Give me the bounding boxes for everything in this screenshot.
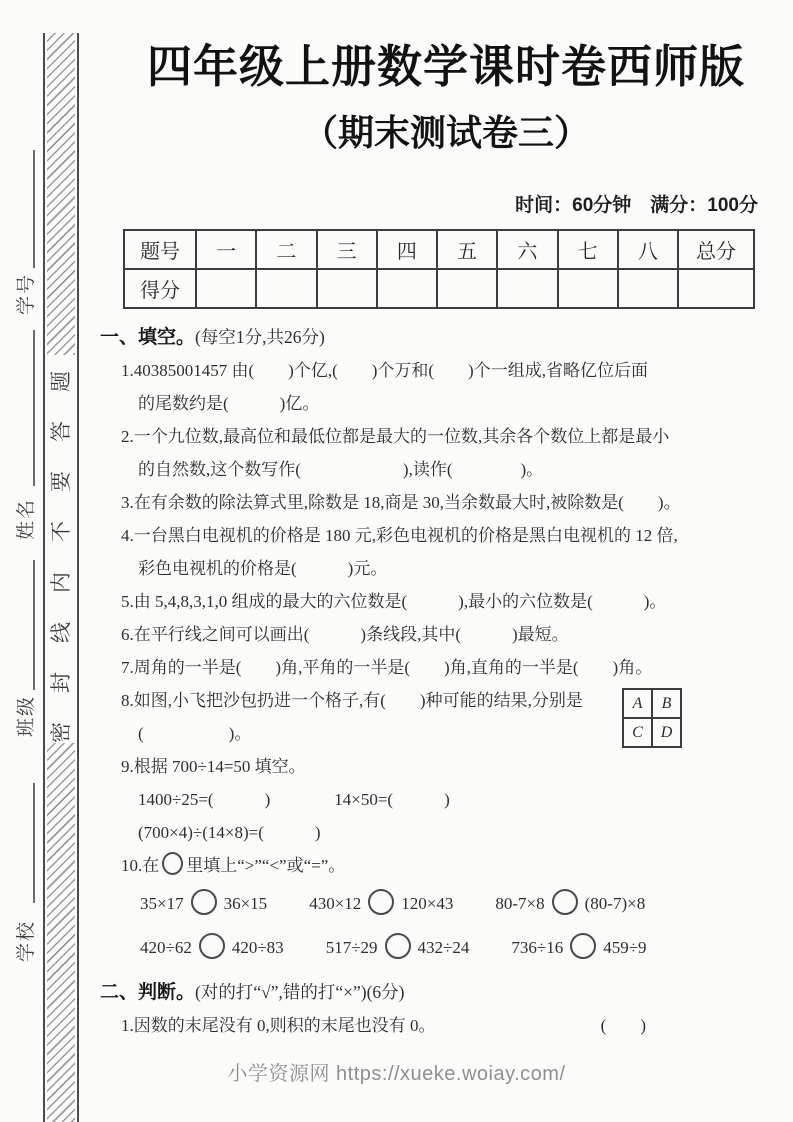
question-2-line-1: 2.一个九位数,最高位和最低位都是最大的一位数,其余各个数位上都是最小: [121, 427, 670, 446]
question-5: 5.由 5,4,8,3,1,0 组成的最大的六位数是( ),最小的六位数是( )。: [121, 592, 667, 611]
question-8-line-2: ( )。: [138, 724, 252, 743]
comparison-right: 120×43: [401, 894, 454, 913]
score-table-cell: 五: [437, 230, 497, 269]
comparison-item: [309, 882, 453, 926]
question-10-row-2: [140, 926, 792, 970]
class-blank-line: [33, 560, 35, 690]
score-table-cell: 题号: [124, 230, 196, 269]
score-empty-cell: [678, 269, 754, 308]
comparison-item: [140, 926, 284, 970]
question-4-line-1: 4.一台黑白电视机的价格是 180 元,彩色电视机的价格是黑白电视机的 12 倍,: [121, 526, 678, 545]
question-10-intro: [121, 849, 792, 882]
score-table-score-row: [124, 269, 754, 308]
score-table-cell: 八: [618, 230, 678, 269]
seal-line-band: [43, 33, 79, 1122]
score-empty-cell: [618, 269, 678, 308]
fill-circle-icon: [162, 852, 183, 875]
grid-cell-b: B: [652, 689, 681, 718]
seal-char: 内: [48, 571, 73, 593]
judge-question-1-answer-blank: ( ): [600, 1016, 646, 1035]
seal-char: 密: [48, 721, 73, 743]
question-7: 7.周角的一半是( )角,平角的一半是( )角,直角的一半是( )角。: [121, 658, 653, 677]
seal-char: 不: [48, 521, 73, 543]
grid-row: [623, 718, 681, 747]
paper-subtitle: （期末测试卷三）: [301, 112, 590, 153]
score-empty-cell: [497, 269, 557, 308]
score-table-cell: 二: [256, 230, 316, 269]
compare-circle-icon: [368, 889, 394, 915]
section2-heading-points: (对的打“√”,错的打“×”)(6分): [195, 982, 405, 1002]
seal-hatch-top: [47, 33, 75, 355]
score-table: [123, 229, 755, 309]
seal-char: 要: [48, 471, 73, 493]
watermark-footer: 小学资源网 https://xueke.woiay.com/: [227, 1063, 566, 1085]
question-10-row-1: [140, 882, 792, 926]
judge-question-1: [121, 1009, 792, 1042]
score-empty-cell: [558, 269, 618, 308]
seal-line-text: [45, 371, 77, 743]
school-blank-line: [33, 783, 35, 903]
comparison-left: 35×17: [140, 894, 184, 913]
question-4-line-2: 彩色电视机的价格是( )元。: [138, 559, 388, 578]
score-table-cell: 六: [497, 230, 557, 269]
seal-char: 线: [48, 621, 73, 643]
question-8-line-1: 8.如图,小飞把沙包扔进一个格子,有( )种可能的结果,分别是: [121, 691, 583, 710]
exam-paper: [100, 0, 792, 1042]
name-blank-line: [33, 330, 35, 486]
grid-cell-a: A: [623, 689, 652, 718]
question-3: 3.在有余数的除法算式里,除数是 18,商是 30,当余数最大时,被除数是( )。: [121, 493, 681, 512]
score-table-cell: 七: [558, 230, 618, 269]
score-table-cell: 三: [317, 230, 377, 269]
comparison-right: 36×15: [223, 894, 268, 913]
score-empty-cell: [256, 269, 316, 308]
question-10-intro-after: 里填上“>”“<”或“=”。: [186, 856, 346, 875]
comparison-left: 430×12: [309, 894, 362, 913]
comparison-right: 459÷9: [603, 938, 647, 957]
school-label: 学校: [16, 920, 37, 963]
question-10-intro-before: 10.在: [121, 856, 160, 875]
comparison-item: [140, 882, 267, 926]
question-8-block: [100, 684, 792, 750]
seal-char: 答: [48, 421, 73, 443]
section1-heading-points: (每空1分,共26分): [195, 327, 325, 347]
compare-circle-icon: [191, 889, 217, 915]
question-2-line-2: 的自然数,这个数写作( ),读作( )。: [138, 460, 544, 479]
score-label-cell: 得分: [124, 269, 196, 308]
compare-circle-icon: [199, 933, 225, 959]
comparison-right: (80-7)×8: [584, 894, 646, 913]
section2-heading: [100, 976, 792, 1009]
question-9-equation-row: [138, 783, 792, 816]
grid-cell-c: C: [623, 718, 652, 747]
compare-circle-icon: [385, 933, 411, 959]
score-empty-cell: [437, 269, 497, 308]
score-table-header-row: [124, 230, 754, 269]
comparison-right: 420÷83: [231, 938, 284, 957]
judge-question-1-text: 1.因数的末尾没有 0,则积的末尾也没有 0。: [121, 1016, 436, 1035]
class-label: 班级: [16, 695, 37, 738]
question-6: 6.在平行线之间可以画出( )条线段,其中( )最短。: [121, 625, 569, 644]
question-1-line-2: 的尾数约是( )亿。: [138, 394, 320, 413]
seal-char: 封: [48, 671, 73, 693]
grid-row: [623, 689, 681, 718]
section1-heading-title: 一、填空。: [100, 327, 196, 348]
score-empty-cell: [317, 269, 377, 308]
comparison-left: 80-7×8: [495, 894, 545, 913]
grid-cell-d: D: [652, 718, 681, 747]
question-9-intro: 9.根据 700÷14=50 填空。: [121, 757, 306, 776]
question-9-eq2: 14×50=( ): [334, 790, 450, 809]
time-and-score-meta: 时间：60分钟 满分：100分: [515, 195, 758, 216]
score-empty-cell: [377, 269, 437, 308]
comparison-item: [326, 926, 470, 970]
name-label: 姓名: [16, 498, 37, 541]
section1-heading: [100, 321, 792, 354]
comparison-item: [495, 882, 645, 926]
compare-circle-icon: [552, 889, 578, 915]
question-9-eq1: 1400÷25=( ): [138, 790, 271, 809]
question-1-line-1: 1.40385001457 由( )个亿,( )个万和( )个一组成,省略亿位后面: [121, 361, 648, 380]
compare-circle-icon: [570, 933, 596, 959]
question-8-grid: [622, 688, 682, 748]
score-table-cell: 四: [377, 230, 437, 269]
student-number-label: 学号: [16, 273, 37, 316]
section2-heading-title: 二、判断。: [100, 982, 196, 1003]
score-table-cell: 总分: [678, 230, 754, 269]
comparison-right: 432÷24: [417, 938, 470, 957]
comparison-left: 517÷29: [325, 938, 378, 957]
score-empty-cell: [196, 269, 256, 308]
student-number-blank-line: [33, 150, 35, 268]
student-info-column: [0, 0, 43, 1122]
score-table-cell: 一: [196, 230, 256, 269]
question-9-eq3: (700×4)÷(14×8)=( ): [138, 823, 321, 842]
comparison-left: 736÷16: [511, 938, 564, 957]
comparison-left: 420÷62: [140, 938, 192, 957]
seal-char: 题: [48, 371, 73, 392]
comparison-item: [511, 926, 646, 970]
paper-title: 四年级上册数学课时卷西师版: [146, 41, 745, 92]
